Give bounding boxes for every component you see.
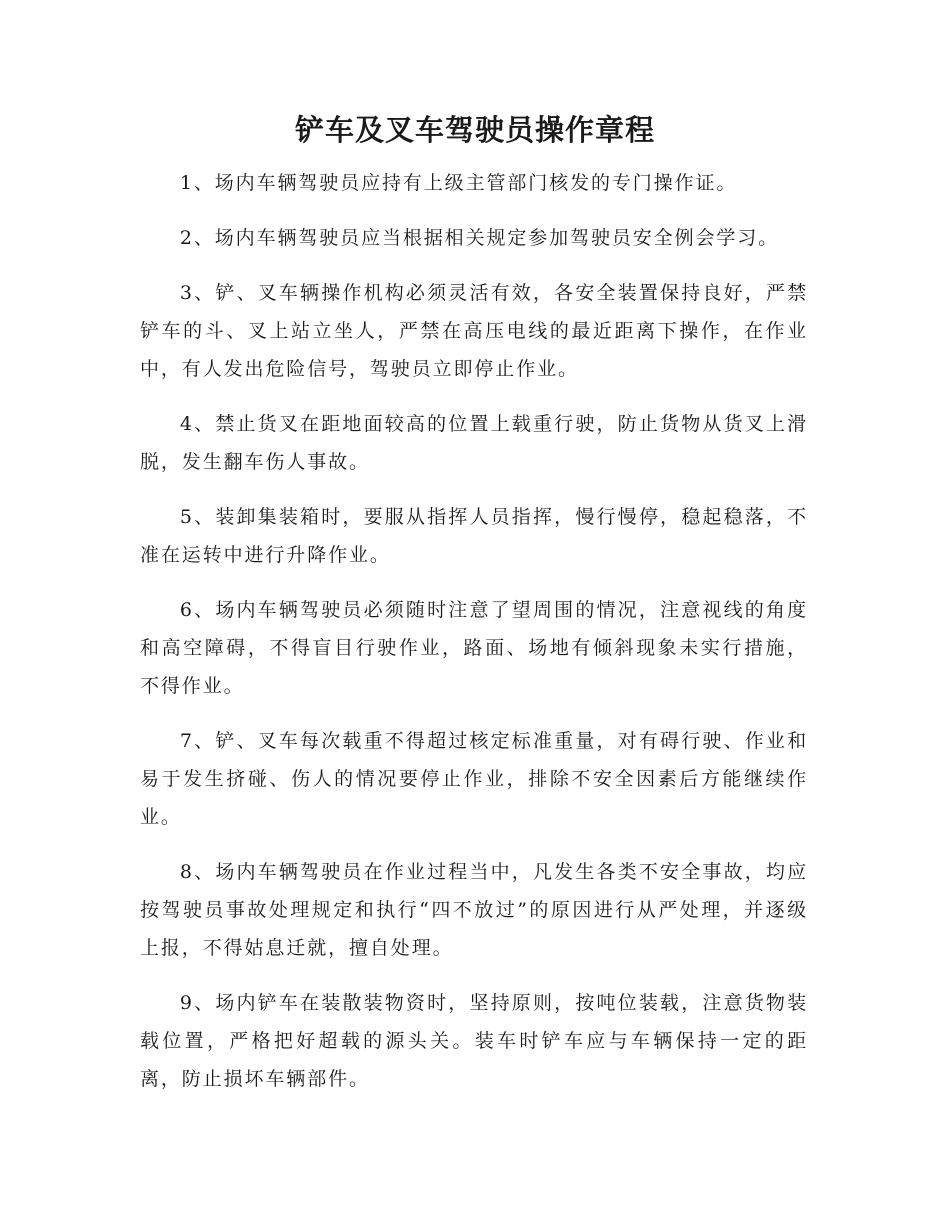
rule-paragraph-3: 3、铲、叉车辆操作机构必须灵活有效，各安全装置保持良好，严禁铲车的斗、叉上站立坐人，严禁在高压电线的最近距离下操作，在作业中，有人发出危险信号，驾驶员立即停止作业。	[140, 282, 808, 380]
rule-paragraph-9: 9、场内铲车在装散装物资时，坚持原则，按吨位装载，注意货物装载位置，严格把好超载的源头关。装车时铲车应与车辆保持一定的距离，防止损坏车辆部件。	[140, 992, 808, 1090]
rule-paragraph-6: 6、场内车辆驾驶员必须随时注意了望周围的情况，注意视线的角度和高空障碍，不得盲目行驶作业，路面、场地有倾斜现象未实行措施，不得作业。	[140, 599, 808, 697]
rule-paragraph-4: 4、禁止货叉在距地面较高的位置上载重行驶，防止货物从货叉上滑脱，发生翻车伤人事故。	[140, 413, 808, 473]
rule-paragraph-5: 5、装卸集装箱时，要服从指挥人员指挥，慢行慢停，稳起稳落，不准在运转中进行升降作业。	[140, 506, 808, 566]
rule-paragraph-2: 2、场内车辆驾驶员应当根据相关规定参加驾驶员安全例会学习。	[179, 227, 780, 249]
document-title: 铲车及叉车驾驶员操作章程	[294, 113, 655, 147]
rule-paragraph-7: 7、铲、叉车每次载重不得超过核定标准重量，对有碍行驶、作业和易于发生挤碰、伤人的情况要停止作业，排除不安全因素后方能继续作业。	[140, 730, 808, 828]
document-body	[140, 164, 808, 1115]
rule-paragraph-8: 8、场内车辆驾驶员在作业过程当中，凡发生各类不安全事故，均应按驾驶员事故处理规定和执行“四不放过”的原因进行从严处理，并逐级上报，不得姑息迁就，擅自处理。	[140, 861, 808, 959]
rule-paragraph-1: 1、场内车辆驾驶员应持有上级主管部门核发的专门操作证。	[179, 172, 738, 194]
